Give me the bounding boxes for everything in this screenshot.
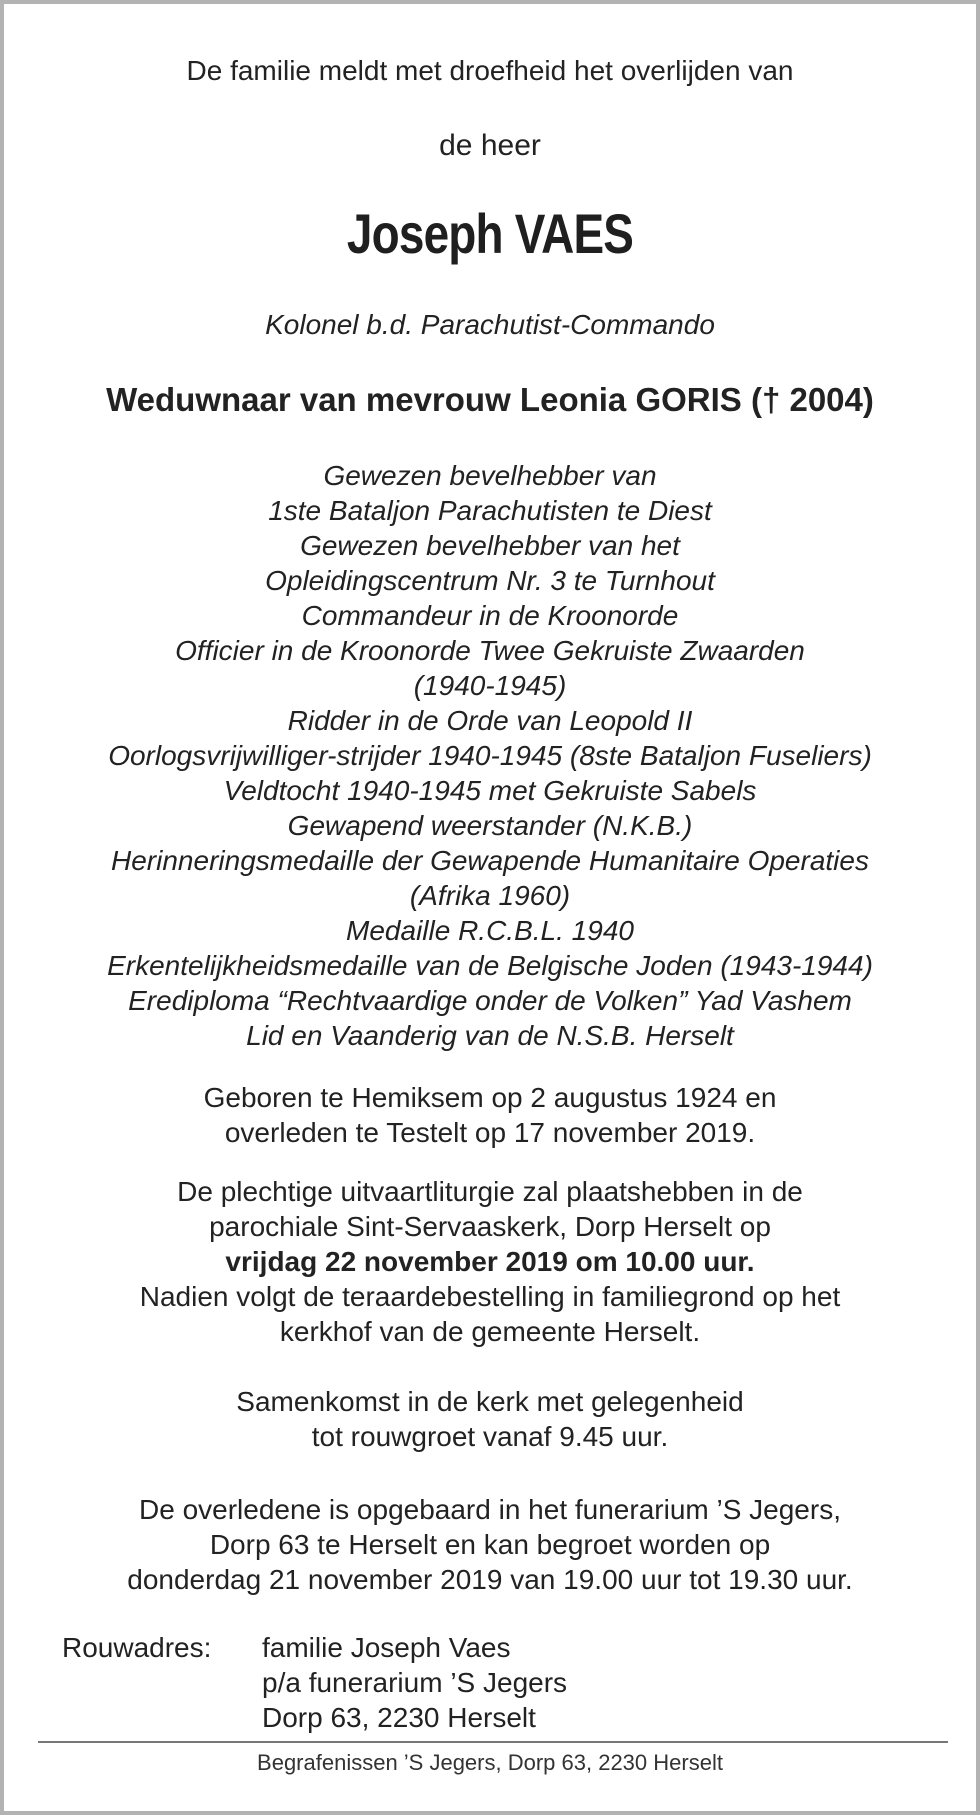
honour-item: Lid en Vaanderig van de N.S.B. Herselt [246,1020,734,1051]
honour-item: Erkentelijkheidsmedaille van de Belgische Joden (1943-1944) [107,950,873,981]
liturgy-line: Nadien volgt de teraardebestelling in familiegrond op het [139,1281,841,1312]
liturgy-line: De plechtige uitvaartliturgie zal plaatshebben in de [177,1176,803,1207]
honour-item: Gewezen bevelhebber van [323,460,657,491]
liturgy-line: parochiale Sint-Servaaskerk, Dorp Herselt op [209,1211,771,1242]
honour-item: Gewapend weerstander (N.K.B.) [287,810,693,841]
salutation: de heer [439,129,541,162]
honour-item: Erediploma “Rechtvaardige onder de Volken” Yad Vashem [128,985,852,1016]
honour-item: Medaille R.C.B.L. 1940 [346,915,634,946]
funeral-director-footer: Begrafenissen ’S Jegers, Dorp 63, 2230 Herselt [257,1750,723,1775]
address-lines [262,1630,567,1735]
gathering-line: tot rouwgroet vanaf 9.45 uur. [311,1421,669,1452]
death-line: overleden te Testelt op 17 november 2019. [224,1117,756,1148]
address-line: p/a funerarium ’S Jegers [262,1667,568,1698]
viewing-line: donderdag 21 november 2019 van 19.00 uur tot 19.30 uur. [127,1564,853,1595]
widower-line: Weduwnaar van mevrouw Leonia GORIS († 2004) [106,381,874,418]
birth-line: Geboren te Hemiksem op 2 augustus 1924 en [203,1082,777,1113]
funeral-liturgy [4,1174,976,1349]
birth-death-info [4,1080,976,1150]
gathering-info [4,1384,976,1454]
honour-item: (1940-1945) [413,670,567,701]
viewing-line: Dorp 63 te Herselt en kan begroet worden op [209,1529,771,1560]
intro-text: De familie meldt met droefheid het overlijden van [186,55,794,86]
honour-item: 1ste Bataljon Parachutisten te Diest [268,495,712,526]
honour-item: Veldtocht 1940-1945 met Gekruiste Sabels [223,775,757,806]
honour-item: Herinneringsmedaille der Gewapende Humanitaire Operaties [111,845,869,876]
honour-item: (Afrika 1960) [409,880,571,911]
gathering-line: Samenkomst in de kerk met gelegenheid [236,1386,744,1417]
funeral-date: vrijdag 22 november 2019 om 10.00 uur. [225,1246,755,1277]
honour-item: Commandeur in de Kroonorde [301,600,679,631]
honours-list [4,458,976,1053]
honour-item: Opleidingscentrum Nr. 3 te Turnhout [265,565,715,596]
address-line: Dorp 63, 2230 Herselt [262,1702,536,1733]
honour-item: Oorlogsvrijwilliger-strijder 1940-1945 (8ste Bataljon Fuseliers) [108,740,872,771]
honour-item: Officier in de Kroonorde Twee Gekruiste Zwaarden [175,635,805,666]
footer-divider [38,1741,948,1743]
address-label: Rouwadres: [62,1632,212,1663]
address-line: familie Joseph Vaes [262,1632,511,1663]
military-rank: Kolonel b.d. Parachutist-Commando [265,309,715,340]
honour-item: Ridder in de Orde van Leopold II [287,705,693,736]
liturgy-line: kerkhof van de gemeente Herselt. [279,1316,701,1347]
viewing-line: De overledene is opgebaard in het funerarium ’S Jegers, [139,1494,841,1525]
honour-item: Gewezen bevelhebber van het [300,530,680,561]
viewing-info [4,1492,976,1597]
deceased-name: Joseph VAES [346,202,634,265]
